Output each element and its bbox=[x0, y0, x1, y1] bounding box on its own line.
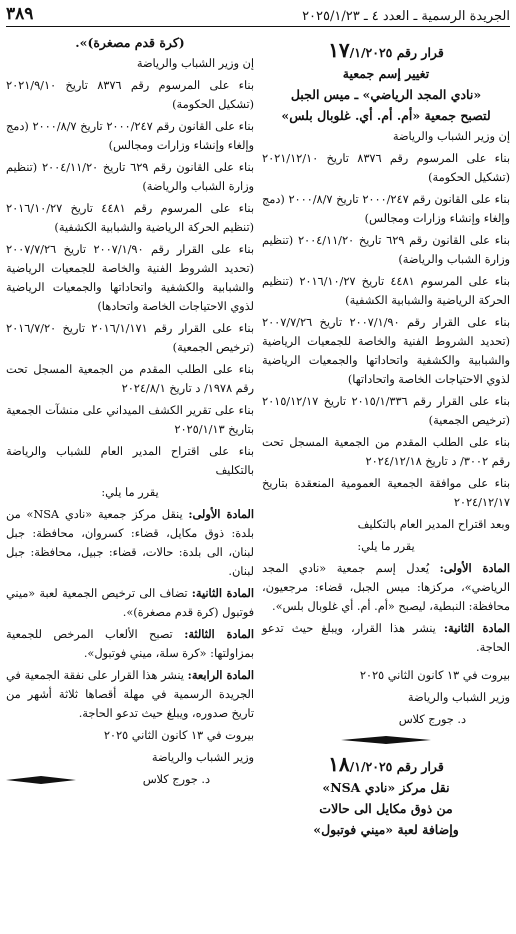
recital: بناء على القانون رقم ٢٠٠٠/٢٤٧ تاريخ ٢٠٠٠/٨/٧ (دمج وإلغاء وإنشاء وزارات ومجالس) bbox=[6, 120, 254, 152]
decides-heading: يقرر ما يلي: bbox=[101, 486, 159, 499]
article-2: المادة الثانية: تضاف الى ترخيص الجمعية لعبة «ميني فوتبول (كرة قدم مصغرة)». bbox=[6, 586, 255, 619]
decision-17-title: قرار رقم ١٧/١/٢٠٢٥ bbox=[328, 38, 444, 62]
date-place: بيروت في ١٣ كانون الثاني ٢٠٢٥ bbox=[359, 669, 510, 682]
recital: بناء على الطلب المقدم من الجمعية المسجل تحت رقم ٣٠٠٢/ د تاريخ ٢٠٢٤/١٢/١٨ bbox=[262, 436, 510, 468]
journal-issue-line: الجريدة الرسمية ـ العدد ٤ ـ ٢٠٢٥/١/٢٣ bbox=[302, 9, 510, 24]
recital: بناء على القرار رقم ٢٠١٥/١/٣٣٦ تاريخ ٢٠١٥/١٢/١٧ (ترخيص الجمعية) bbox=[262, 395, 510, 427]
right-column bbox=[262, 33, 510, 841]
section-divider bbox=[262, 735, 510, 745]
continued-heading: (كرة قدم مصغرة)». bbox=[75, 35, 185, 50]
recital: بناء على المرسوم رقم ٨٣٧٦ تاريخ ٢٠٢١/١٢/١٠ (تشكيل الحكومة) bbox=[262, 152, 510, 184]
decision-18-from-to: من ذوق مكايل الى حالات bbox=[319, 801, 453, 816]
decision-17-club: «نادي المجد الرياضي» ـ ميس الجبل bbox=[290, 87, 482, 102]
article-1: المادة الأولى: يُعدل إسم جمعية «نادي المجد الرياضي»، مركزها: ميس الجبل، قضاء: مرجعيون، محافظة: النبطية، ليصبح «أم. أم. أي غلوبال بلس». bbox=[262, 561, 510, 613]
signature: د. جورج كلاس bbox=[142, 773, 210, 786]
article-2: المادة الثانية: ينشر هذا القرار، ويبلغ حيث تدعو الحاجة. bbox=[262, 621, 511, 654]
recital: بناء على المرسوم رقم ٤٤٨١ تاريخ ٢٠١٦/١٠/٢٧ (تنظيم الحركة الرياضية والشبابية الكشفية) bbox=[6, 202, 254, 234]
recital: بناء على موافقة الجمعية العمومية المنعقدة بتاريخ ٢٠٢٤/١٢/١٧ bbox=[262, 477, 510, 509]
left-column bbox=[6, 33, 254, 841]
decision-18-title: قرار رقم ١٨/١/٢٠٢٥ bbox=[328, 752, 444, 776]
recital: بناء على اقتراح المدير العام للشباب والرياضة بالتكليف bbox=[6, 445, 254, 477]
recital: بناء على المرسوم ٤٤٨١ تاريخ ٢٠١٦/١٠/٢٧ (تنظيم الحركة الرياضية والشبابية الكشفية) bbox=[262, 275, 510, 307]
decision-17-subject: تغيير إسم جمعية bbox=[342, 66, 430, 81]
page-header bbox=[6, 4, 510, 27]
recital: بناء على القانون رقم ٢٠٠٠/٢٤٧ تاريخ ٢٠٠٠/٨/٧ (دمج وإلغاء وإنشاء وزارات ومجالس) bbox=[262, 193, 510, 225]
article-3: المادة الثالثة: تصبح الألعاب المرخص للجمعية بمزاولتها: «كرة سلة، ميني فوتبول». bbox=[6, 627, 255, 660]
recital: بناء على القانون رقم ٦٢٩ تاريخ ٢٠٠٤/١١/٢٠ (تنظيم وزارة الشباب والرياضة) bbox=[262, 234, 510, 266]
date-place: بيروت في ١٣ كانون الثاني ٢٠٢٥ bbox=[103, 729, 254, 742]
article-1: المادة الأولى: ينقل مركز جمعية «نادي NSA» من بلدة: ذوق مكايل، قضاء: كسروان، محافظة: جبل لبنان، الى بلدة: حالات، قضاء: جبيل، محافظة: جبل لبنان. bbox=[6, 507, 254, 578]
signature: د. جورج كلاس bbox=[398, 713, 466, 726]
decision-18-subject: نقل مركز «نادي NSA» bbox=[322, 780, 450, 795]
minister-intro: إن وزير الشباب والرياضة bbox=[136, 57, 254, 70]
recital: بناء على الطلب المقدم من الجمعية المسجل تحت رقم ١٩٧٨/ د تاريخ ٢٠٢٤/٨/١ bbox=[6, 363, 254, 395]
minister-title: وزير الشباب والرياضة bbox=[151, 751, 254, 764]
recital: وبعد اقتراح المدير العام بالتكليف bbox=[357, 518, 510, 531]
recital: بناء على القرار رقم ٢٠١٦/١/١٧١ تاريخ ٢٠١٦/٧/٢٠ (ترخيص الجمعية) bbox=[6, 322, 254, 354]
recital: بناء على المرسوم رقم ٨٣٧٦ تاريخ ٢٠٢١/٩/١٠ (تشكيل الحكومة) bbox=[6, 79, 254, 111]
minister-intro: إن وزير الشباب والرياضة bbox=[392, 130, 510, 143]
page-number: ٣٨٩ bbox=[6, 4, 34, 24]
decision-17-new-name: لتصبح جمعية «أم. أم. أي. غلوبال بلس» bbox=[281, 108, 491, 123]
recital: بناء على تقرير الكشف الميداني على منشآت الجمعية بتاريخ ٢٠٢٥/١/١٣ bbox=[6, 404, 254, 436]
section-divider bbox=[6, 775, 76, 785]
article-4: المادة الرابعة: ينشر هذا القرار على نفقة الجمعية في الجريدة الرسمية في مهلة أقصاها ثلاثة أشهر من تاريخ صدوره، ويبلغ حيث تدعو الحاجة. bbox=[6, 668, 254, 720]
decides-heading: يقرر ما يلي: bbox=[357, 540, 415, 553]
recital: بناء على القرار رقم ٢٠٠٧/١/٩٠ تاريخ ٢٠٠٧/٧/٢٦ (تحديد الشروط الفنية والخاصة للجمعيات الرياضية والشبابية والكشفية واتحاداتها والجمعيات الرياضية لذوي الاحتياجات الخاصة واتحادها) bbox=[6, 243, 254, 313]
recital: بناء على القانون رقم ٦٢٩ تاريخ ٢٠٠٤/١١/٢٠ (تنظيم وزارة الشباب والرياضة) bbox=[6, 161, 254, 193]
minister-title: وزير الشباب والرياضة bbox=[407, 691, 510, 704]
decision-18-addition: وإضافة لعبة «ميني فوتبول» bbox=[313, 822, 459, 837]
recital: بناء على القرار رقم ٢٠٠٧/١/٩٠ تاريخ ٢٠٠٧/٧/٢٦ (تحديد الشروط الفنية والخاصة للجمعيات الرياضية والشبابية والكشفية واتحاداتها والجمعيات الرياضية لذوي الاحتياجات الخاصة واتحاداتها) bbox=[262, 316, 510, 386]
